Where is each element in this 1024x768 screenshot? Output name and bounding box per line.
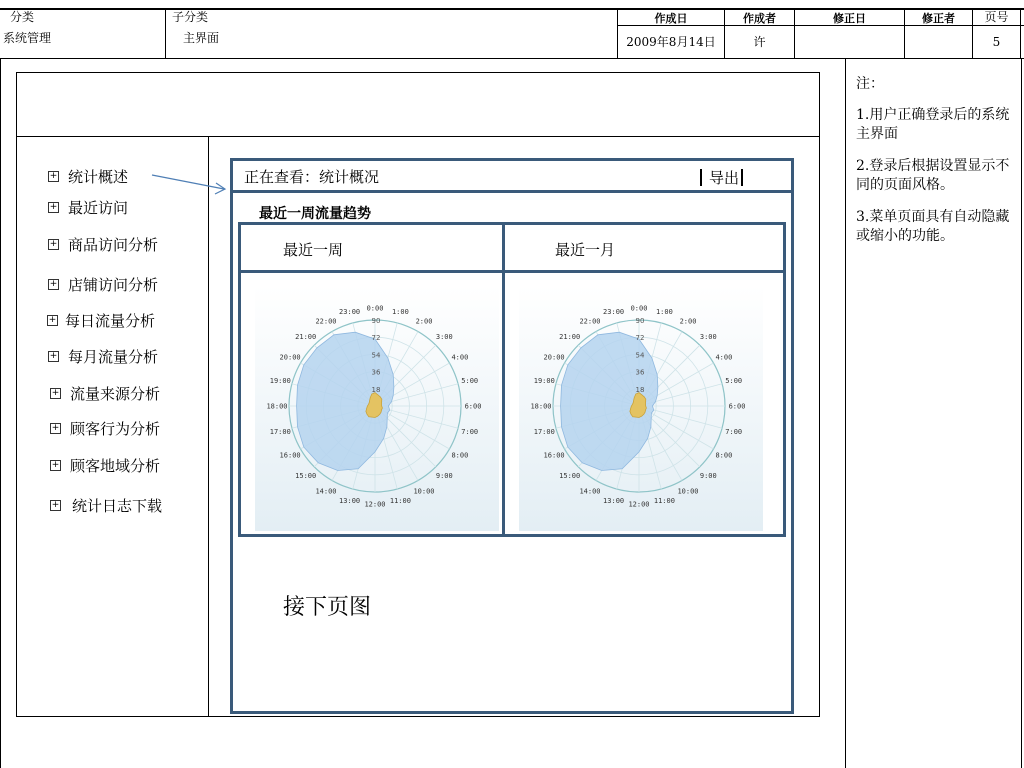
category-label: 13:00 [339,497,361,506]
radial-tick-label: 18 [635,385,645,394]
category-label: 18:00 [266,402,288,411]
sidebar-item-traffic-source[interactable] [50,383,160,404]
category-label: 19:00 [533,377,555,386]
category-label: 10:00 [677,487,699,496]
sidebar-item-label: 流量来源分析 [70,385,161,403]
tab-last-week[interactable]: 最近一周 [283,241,344,259]
category-label: 4:00 [715,353,733,362]
expand-icon: + [49,279,58,289]
mockup-header-divider [16,136,820,137]
category-label: 20:00 [279,353,301,362]
expand-icon: + [51,460,60,470]
radial-tick-label: 90 [371,317,381,325]
category-label: 0:00 [366,304,384,313]
category-label: 22:00 [315,317,337,326]
category-label: 12:00 [628,500,650,509]
sidebar-item-overview[interactable] [48,166,128,187]
radial-tick-label: 54 [635,351,645,360]
category-label: 20:00 [543,353,565,362]
expand-icon: + [48,315,57,325]
reviser-label: 修正者 [922,12,955,25]
revised-date-label: 修正日 [833,12,866,25]
export-divider-right [741,169,743,186]
sidebar-item-daily-traffic[interactable] [47,310,155,331]
sidebar-item-label: 商品访问分析 [68,236,159,254]
page-value: 5 [992,35,1001,49]
category-label: 22:00 [579,317,601,326]
mockup-sidebar-divider [208,136,209,717]
export-button[interactable] [700,167,743,188]
category-label: 8:00 [715,451,733,460]
category-label: 21:00 [295,333,317,342]
category-label: 17:00 [269,427,291,436]
header-divider [165,8,166,59]
sidebar-item-label: 最近访问 [68,199,129,217]
category-label: 7:00 [461,427,479,436]
notes-divider [845,58,846,768]
category-label: 23:00 [603,307,625,316]
radial-tick-label: 18 [371,385,381,394]
category-label: 3:00 [699,333,717,342]
sidebar-item-label: 店铺访问分析 [68,276,159,294]
sidebar-item-recent-visits[interactable] [48,197,128,218]
category-label: 9:00 [699,471,717,480]
category-label: 15:00 [295,471,317,480]
category-label: 12:00 [364,500,386,509]
tab-last-month[interactable]: 最近一月 [555,241,616,259]
header-divider [1020,8,1021,59]
expand-icon: + [51,388,60,398]
radial-tick-label: 90 [635,317,645,325]
category-label: 17:00 [533,427,555,436]
category-label: 4:00 [451,353,469,362]
sidebar-item-customer-behavior[interactable] [50,418,160,439]
sidebar-item-monthly-traffic[interactable] [48,346,158,367]
tab-row-divider [241,270,783,273]
subcategory-value: 主界面 [183,31,220,45]
category-label: 2:00 [679,317,697,326]
frame-right-border [1021,58,1022,768]
sidebar-item-shop-analysis[interactable] [48,274,158,295]
subcategory-label: 子分类 [172,10,209,24]
category-label: 8:00 [451,451,469,460]
category-label: 19:00 [269,377,291,386]
category-label: 15:00 [559,471,581,480]
notes-title: 注： [856,76,884,92]
page-label: 页号 [984,10,1009,24]
category-label: 6:00 [728,402,746,411]
category-label: 2:00 [415,317,433,326]
author-label: 作成者 [743,12,776,25]
category-label: 10:00 [413,487,435,496]
category-label: 5:00 [461,377,479,386]
radial-tick-label: 54 [371,351,381,360]
sidebar-item-label: 统计概述 [68,168,129,186]
category-label: 9:00 [435,471,453,480]
category-label: 分类 [10,10,35,24]
note-number: 1. [856,107,870,123]
category-label: 7:00 [725,427,743,436]
note-number: 2. [856,158,870,174]
created-date-value: 2009年8月14日 [626,35,716,49]
sidebar-item-label: 顾客地域分析 [70,457,161,475]
note-item-2 [856,157,1014,195]
radial-tick-label: 72 [635,334,645,343]
viewing-label: 正在查看：统计概况 [244,168,380,186]
sidebar-item-log-download[interactable] [50,495,162,516]
note-item-1 [856,106,1014,144]
frame-left-border [0,58,1,768]
radial-tick-label: 36 [371,368,381,377]
note-text: 登录后根据设置显示不同的页面风格。 [856,158,1010,193]
category-label: 1:00 [391,307,409,316]
radial-tick-label: 72 [371,334,381,343]
sidebar-item-label: 统计日志下载 [72,497,163,515]
header-bottom-border [0,58,1024,59]
category-label: 23:00 [339,307,361,316]
category-label: 1:00 [655,307,673,316]
note-text: 菜单页面具有自动隐藏或缩小的功能。 [856,209,1010,244]
category-label: 16:00 [543,451,565,460]
expand-icon: + [49,202,58,212]
category-label: 14:00 [315,487,337,496]
continued-label: 接下页图 [283,595,372,620]
category-label: 0:00 [630,304,648,313]
note-text: 用户正确登录后的系统主界面 [856,107,1010,142]
category-value: 系统管理 [3,31,52,45]
section-title: 最近一周流量趋势 [259,206,371,222]
export-divider-left [700,169,702,186]
category-label: 14:00 [579,487,601,496]
radar-chart-month [519,286,763,531]
category-label: 21:00 [559,333,581,342]
sidebar-item-product-analysis[interactable] [48,234,158,255]
author-value: 许 [753,35,766,49]
category-label: 18:00 [530,402,552,411]
category-label: 11:00 [389,497,411,506]
category-label: 3:00 [435,333,453,342]
expand-icon: + [51,423,60,433]
export-label: 导出 [709,169,740,187]
viewing-bar-divider [233,190,791,193]
callout-arrow [150,170,232,196]
note-number: 3. [856,209,870,225]
sidebar-item-label: 顾客行为分析 [70,420,161,438]
category-label: 13:00 [603,497,625,506]
category-label: 16:00 [279,451,301,460]
expand-icon: + [49,351,58,361]
sidebar-item-customer-region[interactable] [50,455,160,476]
note-item-3 [856,208,1014,246]
tab-column-divider [502,225,505,534]
created-date-label: 作成日 [654,12,688,25]
category-label: 11:00 [653,497,675,506]
expand-icon: + [51,500,60,510]
sidebar-item-label: 每月流量分析 [68,348,159,366]
category-label: 5:00 [725,377,743,386]
sidebar-item-label: 每日流量分析 [65,312,156,330]
radar-chart-week [255,286,499,531]
radial-tick-label: 36 [635,368,645,377]
expand-icon: + [49,171,58,181]
expand-icon: + [49,239,58,249]
category-label: 6:00 [464,402,482,411]
